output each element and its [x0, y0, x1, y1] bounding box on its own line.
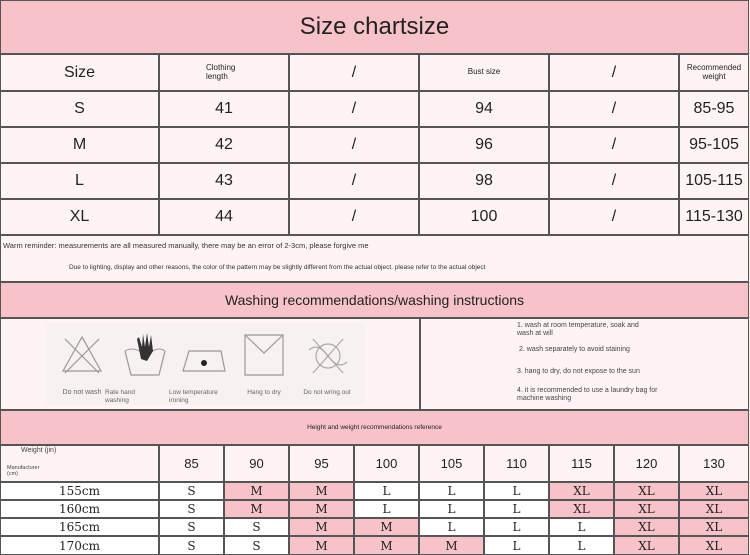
instruction-4: 4. it is recommended to use a laundry bag for machine washing — [517, 387, 658, 403]
height-label: 160cm — [0, 500, 159, 518]
weight-header: 105 — [419, 445, 484, 482]
hang-to-dry-label: Hang to dry — [247, 389, 281, 396]
washing-icons-panel — [47, 323, 365, 405]
hand-wash-icon — [119, 329, 169, 379]
recommended-size-cell: L — [549, 518, 614, 536]
recommended-size-cell: XL — [679, 536, 749, 555]
size-table-header: Clothing length — [159, 54, 289, 91]
size-table-header: / — [549, 54, 679, 91]
title-text: Size chartsize — [299, 13, 450, 40]
manufacturer-label: Manufacturer (cm) — [7, 465, 40, 478]
size-table-cell: 115-130 — [679, 199, 749, 235]
recommended-size-cell: M — [224, 482, 289, 500]
recommended-size-cell: M — [289, 536, 354, 555]
size-label: S — [0, 91, 159, 127]
size-table-cell: 85-95 — [679, 91, 749, 127]
size-table-cell: / — [289, 199, 419, 235]
weight-label: Weight (jin) — [21, 447, 57, 454]
weight-header: 85 — [159, 445, 224, 482]
size-table-cell: 42 — [159, 127, 289, 163]
do-not-wash-icon — [57, 329, 107, 379]
size-table-cell: 43 — [159, 163, 289, 199]
do-not-wring-icon — [303, 329, 353, 379]
recommended-size-cell: S — [224, 536, 289, 555]
recommended-size-cell: XL — [679, 518, 749, 536]
recommended-size-cell: M — [289, 518, 354, 536]
recommended-size-cell: XL — [549, 482, 614, 500]
size-table-cell: / — [549, 127, 679, 163]
recommended-size-cell: XL — [614, 536, 679, 555]
size-table-cell: 98 — [419, 163, 549, 199]
size-header: Size — [0, 54, 159, 91]
recommended-size-cell: XL — [614, 482, 679, 500]
weight-header: 120 — [614, 445, 679, 482]
recommended-size-cell: S — [159, 482, 224, 500]
recommended-size-cell: M — [354, 518, 419, 536]
recommended-size-cell: L — [419, 482, 484, 500]
size-table-cell: / — [549, 199, 679, 235]
size-table-cell: / — [289, 163, 419, 199]
do-not-wash-label: Do not wash — [62, 389, 102, 396]
recommended-size-cell: L — [549, 536, 614, 555]
washing-icons-cell — [0, 318, 420, 410]
hand-wash-label: Rate hand washing — [105, 389, 135, 404]
recommended-size-cell: L — [484, 536, 549, 555]
recommended-size-cell: S — [224, 518, 289, 536]
recommended-size-cell: M — [289, 500, 354, 518]
hw-heading — [0, 410, 749, 445]
height-label: 155cm — [0, 482, 159, 500]
recommended-size-cell: L — [419, 500, 484, 518]
height-label: 165cm — [0, 518, 159, 536]
size-table-cell: 44 — [159, 199, 289, 235]
warm-reminder: Warm reminder: measurements are all measured manually, there may be an error of 2-3cm, please forgive me — [3, 241, 369, 250]
size-table-cell: 94 — [419, 91, 549, 127]
recommended-size-cell: XL — [614, 500, 679, 518]
recommended-size-cell: M — [419, 536, 484, 555]
recommended-size-cell: L — [484, 482, 549, 500]
lighting-note: Due to lighting, display and other reasons, the color of the pattern may be slightly different from the actual object. please refer to the actual object — [69, 264, 486, 271]
weight-header: 115 — [549, 445, 614, 482]
weight-header: 90 — [224, 445, 289, 482]
hw-corner-cell — [0, 445, 159, 482]
recommended-size-cell: XL — [549, 500, 614, 518]
size-label: L — [0, 163, 159, 199]
recommended-size-cell: L — [354, 500, 419, 518]
recommended-size-cell: M — [354, 536, 419, 555]
size-table-cell: 100 — [419, 199, 549, 235]
instruction-2: 2. wash separately to avoid staining — [519, 346, 630, 353]
page-title — [0, 0, 749, 54]
recommended-size-cell: M — [289, 482, 354, 500]
low-temperature-ironing-label: Low temperature ironing — [169, 389, 218, 404]
size-table-cell: / — [289, 91, 419, 127]
size-label: XL — [0, 199, 159, 235]
size-table-cell: 96 — [419, 127, 549, 163]
washing-heading-text: Washing recommendations/washing instructions — [224, 292, 525, 308]
recommended-size-cell: XL — [614, 518, 679, 536]
recommended-size-cell: S — [159, 536, 224, 555]
recommended-size-cell: L — [419, 518, 484, 536]
recommended-size-cell: XL — [679, 482, 749, 500]
size-label: M — [0, 127, 159, 163]
recommended-size-cell: L — [484, 500, 549, 518]
recommended-size-cell: L — [484, 518, 549, 536]
recommended-size-cell: M — [224, 500, 289, 518]
weight-header: 130 — [679, 445, 749, 482]
hang-to-dry-icon — [239, 329, 289, 379]
size-table-cell: 105-115 — [679, 163, 749, 199]
recommended-size-cell: L — [354, 482, 419, 500]
weight-header: 110 — [484, 445, 549, 482]
recommended-size-cell: XL — [679, 500, 749, 518]
size-table-cell: / — [549, 91, 679, 127]
size-table-header: Recommended weight — [679, 54, 749, 91]
recommended-size-cell: S — [159, 518, 224, 536]
weight-header: 100 — [354, 445, 419, 482]
recommended-size-cell: S — [159, 500, 224, 518]
do-not-wring-label: Do not wring out — [303, 389, 351, 396]
instruction-1: 1. wash at room temperature, soak and wash at will — [517, 322, 639, 338]
height-label: 170cm — [0, 536, 159, 555]
size-table-header: / — [289, 54, 419, 91]
hw-heading-text: Height and weight recommendations reference — [307, 424, 442, 431]
instruction-3: 3. hang to dry, do not expose to the sun — [517, 368, 640, 375]
washing-heading — [0, 282, 749, 318]
size-table-cell: / — [549, 163, 679, 199]
size-table-header: Bust size — [419, 54, 549, 91]
notes-box — [0, 235, 749, 282]
weight-header: 95 — [289, 445, 354, 482]
size-table-cell: / — [289, 127, 419, 163]
low-temperature-ironing-icon — [179, 329, 229, 379]
size-table-cell: 95-105 — [679, 127, 749, 163]
size-table-cell: 41 — [159, 91, 289, 127]
